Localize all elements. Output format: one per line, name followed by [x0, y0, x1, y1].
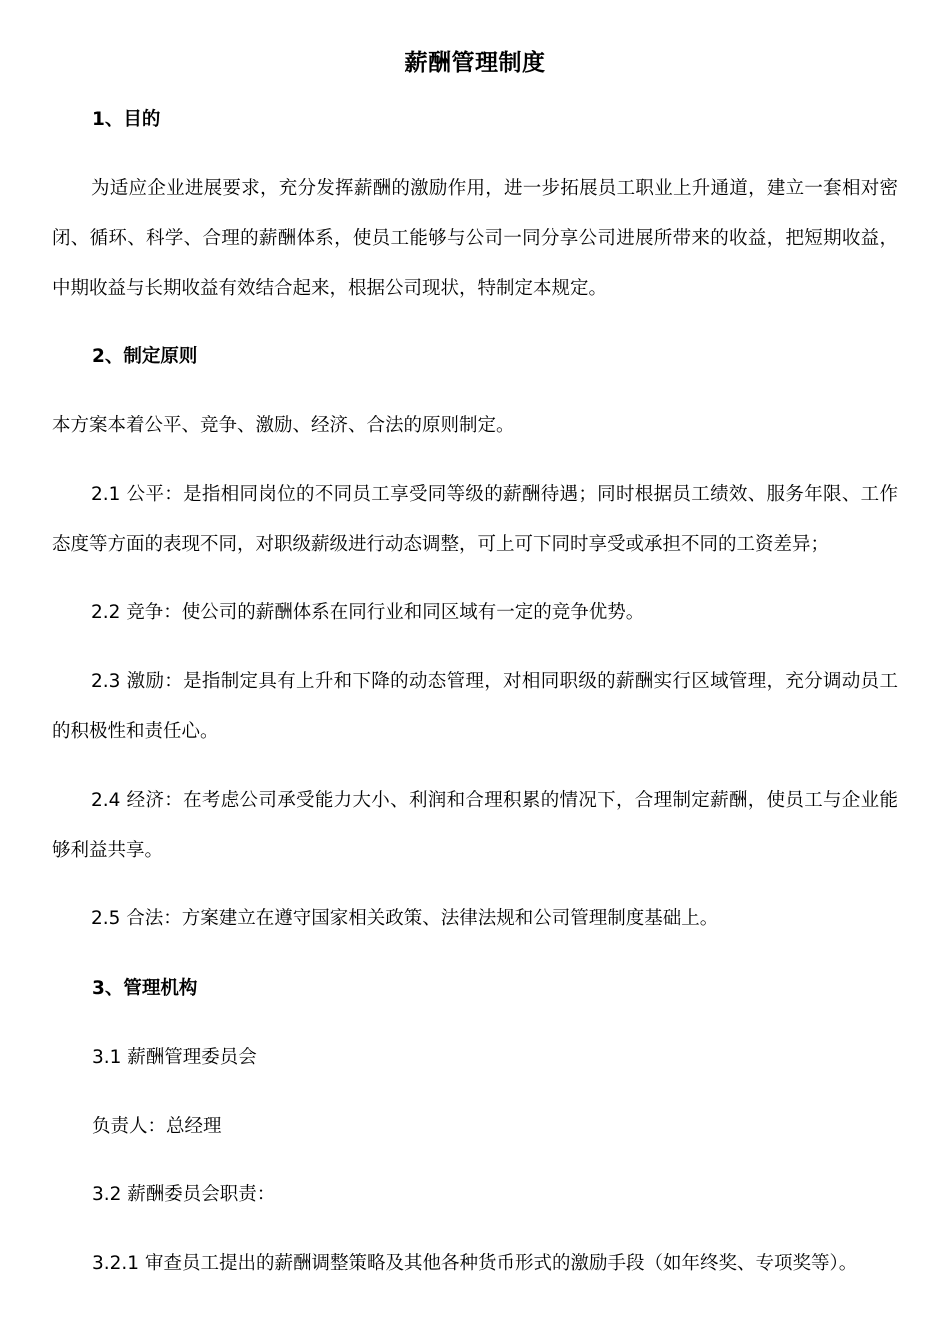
principle-legality: 2.5 合法：方案建立在遵守国家相关政策、法律法规和公司管理制度基础上。	[91, 908, 719, 929]
duty-item-1: 3.2.1 审查员工提出的薪酬调整策略及其他各种货币形式的激励手段（如年终奖、专项奖等）。	[92, 1253, 858, 1274]
duties-line: 3.2 薪酬委员会职责：	[92, 1184, 276, 1205]
principles-intro: 本方案本着公平、竞争、激励、经济、合法的原则制定。	[52, 415, 515, 436]
section-heading-principles: 2、制定原则	[92, 346, 198, 367]
owner-line: 负责人：总经理	[92, 1116, 222, 1137]
principle-competition: 2.2 竞争：使公司的薪酬体系在同行业和同区域有一定的竞争优势。	[91, 602, 645, 623]
document-title: 薪酬管理制度	[404, 50, 546, 76]
principle-economy: 2.4 经济：在考虑公司承受能力大小、利润和合理积累的情况下，合理制定薪酬，使员工与企业能够利益共享。	[52, 790, 898, 861]
purpose-paragraph: 为适应企业进展要求，充分发挥薪酬的激励作用，进一步拓展员工职业上升通道，建立一套相对密闭、循环、科学、合理的薪酬体系，使员工能够与公司一同分享公司进展所带来的收益，把短期收益，中期收益与长期收益有效结合起来，根据公司现状，特制定本规定。	[52, 178, 898, 299]
committee-line: 3.1 薪酬管理委员会	[92, 1047, 257, 1068]
principle-fairness: 2.1 公平：是指相同岗位的不同员工享受同等级的薪酬待遇；同时根据员工绩效、服务年限、工作态度等方面的表现不同，对职级薪级进行动态调整，可上可下同时享受或承担不同的工资差异；	[52, 484, 898, 555]
principle-incentive: 2.3 激励：是指制定具有上升和下降的动态管理，对相同职级的薪酬实行区域管理，充分调动员工的积极性和责任心。	[52, 671, 898, 742]
section-heading-purpose: 1、目的	[92, 109, 161, 130]
section-heading-management: 3、管理机构	[92, 978, 198, 999]
